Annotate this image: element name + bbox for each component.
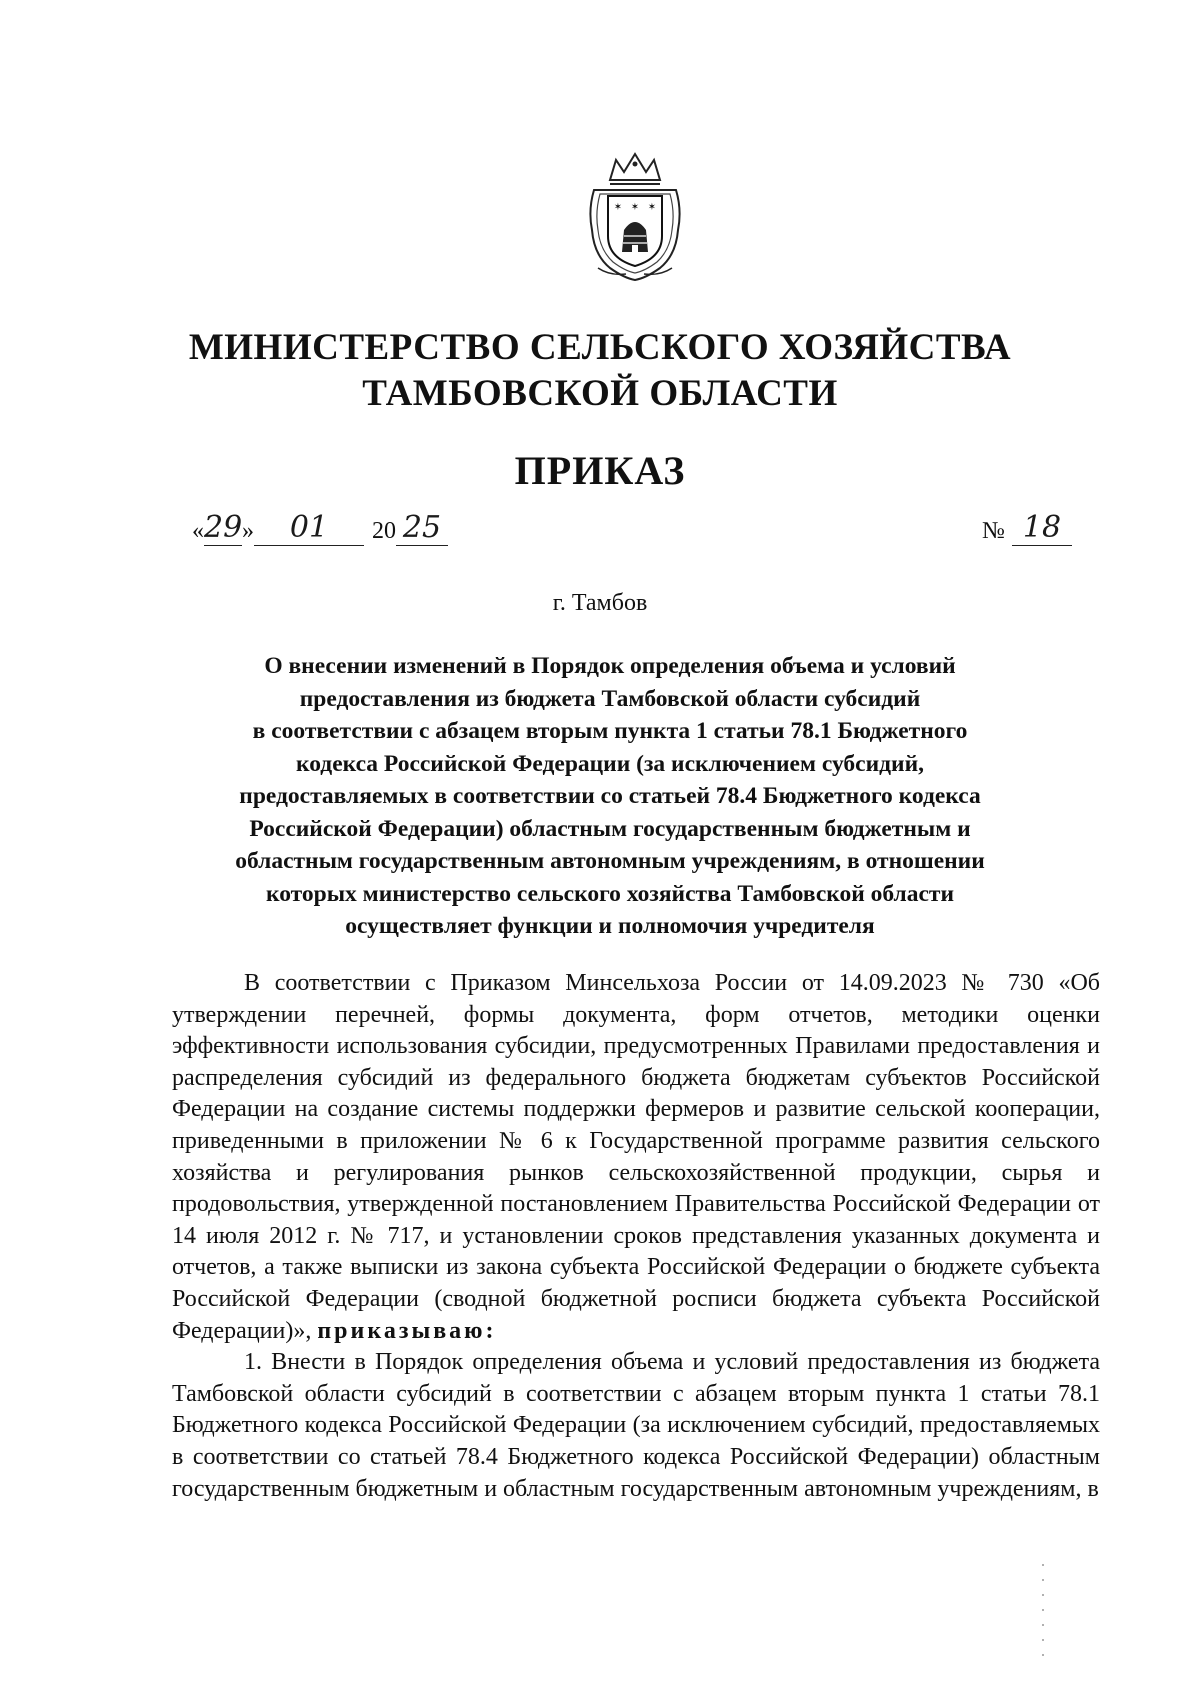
margin-dots: [1040, 1560, 1046, 1670]
date-quote-open: «: [192, 518, 204, 544]
subject-line: областным государственным автономным учреждениям, в отношении: [235, 848, 985, 874]
order-number: 18: [1012, 510, 1072, 546]
ministry-title-line1: МИНИСТЕРСТВО СЕЛЬСКОГО ХОЗЯЙСТВА: [188, 327, 1012, 368]
subject-line: предоставления из бюджета Тамбовской области субсидий: [299, 685, 921, 712]
item-1-paragraph: 1. Внести в Порядок определения объема и условий предоставления из бюджета Тамбовской области субсидий в соответствии с абзацем вторым пункта 1 статьи 78.1 Бюджетного кодекса Российской Федерации (за исключением субсидий, предоставляемых в соответствии со статьей 78.4 Бюджетного кодекса Российской Федерации) областным государственным бюджетным и областным государственным автономным учреждениям, в: [172, 1349, 1100, 1502]
subject-line: кодекса Российской Федерации (за исключением субсидий,: [296, 750, 924, 777]
svg-text:✶: ✶: [630, 202, 640, 213]
order-subject: [180, 650, 1040, 943]
svg-text:✶: ✶: [647, 202, 657, 213]
coat-of-arms-icon: [580, 150, 690, 285]
subject-line: в соответствии с абзацем вторым пункта 1 статьи 78.1 Бюджетного: [252, 718, 968, 744]
date-day: 29: [204, 510, 243, 545]
subject-line: предоставляемых в соответствии со статьей 78.4 Бюджетного кодекса: [239, 783, 981, 809]
number-sign: №: [982, 518, 1005, 544]
subject-line: Российской Федерации) областным государственным бюджетным и: [249, 815, 971, 842]
subject-line: осуществляет функции и полномочия учредителя: [345, 913, 875, 939]
order-directive: приказываю:: [317, 1317, 497, 1344]
document-type-heading: ПРИКАЗ: [514, 448, 686, 493]
ministry-title: [150, 325, 1050, 417]
date-number-row: [192, 510, 1072, 550]
order-body: [172, 968, 1100, 1505]
city-line: г. Тамбов: [552, 590, 648, 616]
subject-line: О внесении изменений в Порядок определения объема и условий: [264, 653, 956, 679]
date-month: 01: [254, 510, 364, 546]
subject-line: которых министерство сельского хозяйства Тамбовской области: [265, 880, 955, 907]
date-year-prefix: 20: [372, 518, 396, 544]
date-quote-close: »: [242, 518, 254, 544]
ministry-title-line2: ТАМБОВСКОЙ ОБЛАСТИ: [362, 373, 838, 414]
preamble-paragraph: [172, 968, 1100, 1347]
date-year-suffix: 25: [396, 510, 448, 546]
svg-text:✶: ✶: [613, 202, 623, 213]
preamble-text: В соответствии с Приказом Минсельхоза России от 14.09.2023 № 730 «Об утверждении перечней, формы документа, форм отчетов, методики оценки эффективности использования субсидии, предусмотренных Правилами предоставления и распределения субсидий из федерального бюджета бюджетам субъектов Российской Федерации на создание системы поддержки фермеров и развитие сельской кооперации, приведенными в приложении № 6 к Государственной программе развития сельского хозяйства и регулирования рынков сельскохозяйственной продукции, сырья и продовольствия, утвержденной постановлением Правительства Российской Федерации от 14 июля 2012 г. № 717, и установлении сроков представления указанных документа и отчетов, а также выписки из закона субъекта Российской Федерации о бюджете субъекта Российской Федерации (сводной бюджетной росписи бюджета субъекта Российской Федерации)»,: [172, 970, 1100, 1344]
